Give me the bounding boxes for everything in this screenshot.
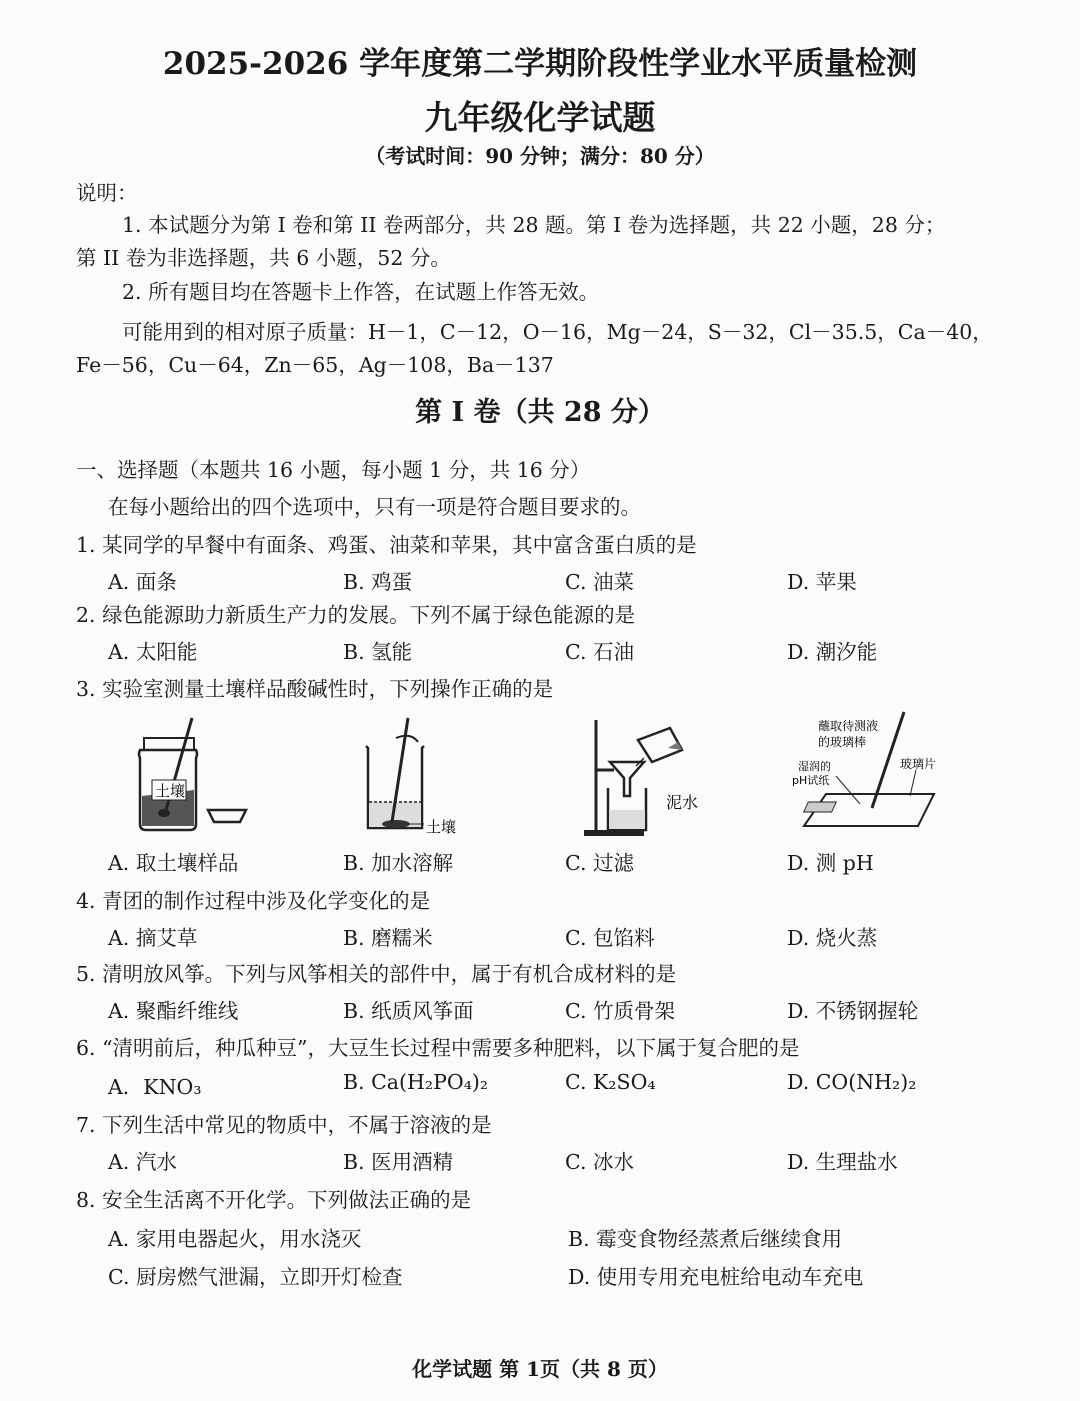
label-ph-paper: pH试纸: [792, 774, 830, 787]
option-c: C. 竹质骨架: [565, 999, 675, 1023]
option-a: A. 汽水: [108, 1150, 177, 1174]
option-a: A．KNO₃: [108, 1075, 202, 1099]
option-a: A. 聚酯纤维线: [108, 999, 239, 1023]
option-a: A. 家用电器起火，用水浇灭: [108, 1227, 362, 1251]
option-b: B. 医用酒精: [343, 1150, 454, 1174]
dish: [208, 810, 246, 822]
option-d: D. CO(NH₂)₂: [787, 1070, 917, 1094]
option-d: D. 不锈钢握轮: [787, 999, 919, 1023]
option-c: C. 过滤: [565, 851, 634, 875]
option-a: A. 太阳能: [108, 640, 198, 664]
notes-line-1: 1. 本试题分为第 I 卷和第 II 卷两部分，共 28 题。第 I 卷为选择题，共 22 小题，28 分；: [122, 213, 946, 237]
leader-paper: [836, 776, 860, 804]
question-stem: 6. “清明前后，种瓜种豆”，大豆生长过程中需要多种肥料，以下属于复合肥的是: [76, 1036, 800, 1060]
option-c: C. 冰水: [565, 1150, 634, 1174]
spoon-head: [158, 809, 170, 817]
option-c: C. 油菜: [565, 570, 634, 594]
funnel: [610, 762, 644, 796]
notes-line-2: 2. 所有题目均在答题卡上作答，在试题上作答无效。: [122, 280, 600, 304]
option-c: C. K₂SO₄: [565, 1070, 656, 1094]
exam-info: （考试时间：90 分钟；满分：80 分）: [365, 144, 715, 168]
question-stem: 7. 下列生活中常见的物质中，不属于溶液的是: [76, 1113, 492, 1137]
notes-line-1b: 第 II 卷为非选择题，共 6 小题，52 分。: [76, 246, 451, 270]
exam-subtitle: 九年级化学试题: [424, 98, 656, 137]
option-b: B. 鸡蛋: [343, 570, 413, 594]
option-c: C. 石油: [565, 640, 634, 664]
option-c: C. 厨房燃气泄漏，立即开灯检查: [108, 1265, 403, 1289]
option-d: D. 苹果: [787, 570, 857, 594]
notes-line-3: 可能用到的相对原子质量：H－1，C－12，O－16，Mg－24，S－32，Cl－35.5，Ca－40，: [122, 320, 993, 344]
question-stem: 2. 绿色能源助力新质生产力的发展。下列不属于绿色能源的是: [76, 603, 636, 627]
option-b: B. 霉变食物经蒸煮后继续食用: [568, 1227, 843, 1251]
option-d: D. 测 pH: [787, 851, 874, 875]
exam-title: 2025-2026 学年度第二学期阶段性学业水平质量检测: [162, 46, 918, 82]
question-stem: 8. 安全生活离不开化学。下列做法正确的是: [76, 1188, 472, 1212]
question-stem: 3. 实验室测量土壤样品酸碱性时，下列操作正确的是: [76, 677, 554, 701]
notes-heading: 说明：: [76, 181, 138, 205]
option-c: C. 包馅料: [565, 926, 655, 950]
option-d: D. 使用专用充电桩给电动车充电: [568, 1265, 864, 1289]
soil-label: 土壤: [426, 818, 457, 836]
filtrate: [609, 810, 645, 829]
label-dip-rod: 蘸取待测液: [818, 719, 879, 733]
muddy-water-label: 泥水: [666, 793, 699, 812]
option-d: D. 生理盐水: [787, 1150, 898, 1174]
option-d: D. 潮汐能: [787, 640, 878, 664]
muddy-water: [668, 742, 682, 750]
part-intro: 在每小题给出的四个选项中，只有一项是符合题目要求的。: [108, 495, 641, 519]
figure-soil-jar: [130, 712, 255, 837]
part-heading: 一、选择题（本题共 16 小题，每小题 1 分，共 16 分）: [76, 458, 591, 482]
jar-label-text: 土壤: [155, 782, 186, 800]
option-b: B. Ca(H₂PO₄)₂: [343, 1070, 489, 1094]
option-b: B. 加水溶解: [343, 851, 454, 875]
option-b: B. 纸质风筝面: [343, 999, 474, 1023]
option-b: B. 氢能: [343, 640, 413, 664]
stir-arrow: [396, 736, 418, 742]
label-wet: 湿润的: [798, 760, 831, 773]
option-a: A. 摘艾草: [108, 926, 198, 950]
option-d: D. 烧火蒸: [787, 926, 878, 950]
option-a: A. 面条: [108, 570, 177, 594]
label-glass-rod: 的玻璃棒: [818, 735, 867, 749]
option-a: A. 取土壤样品: [108, 851, 239, 875]
section-title: 第 I 卷（共 28 分）: [415, 397, 665, 428]
question-stem: 4. 青团的制作过程中涉及化学变化的是: [76, 889, 431, 913]
option-b: B. 磨糯米: [343, 926, 433, 950]
page-footer: 化学试题 第 1页（共 8 页）: [412, 1357, 668, 1381]
figure-filtration: [578, 712, 718, 842]
notes-line-3b: Fe－56，Cu－64，Zn－65，Ag－108，Ba－137: [76, 353, 554, 377]
leader-slide: [910, 770, 916, 796]
question-stem: 5. 清明放风筝。下列与风筝相关的部件中，属于有机合成材料的是: [76, 962, 677, 986]
label-glass-slide: 玻璃片: [900, 757, 937, 771]
figure-beaker-dissolve: [356, 712, 481, 837]
soil-sediment: [382, 820, 410, 828]
question-stem: 1. 某同学的早餐中有面条、鸡蛋、油菜和苹果，其中富含蛋白质的是: [76, 533, 697, 557]
figure-ph-test: [786, 704, 946, 838]
ph-paper: [804, 802, 837, 812]
